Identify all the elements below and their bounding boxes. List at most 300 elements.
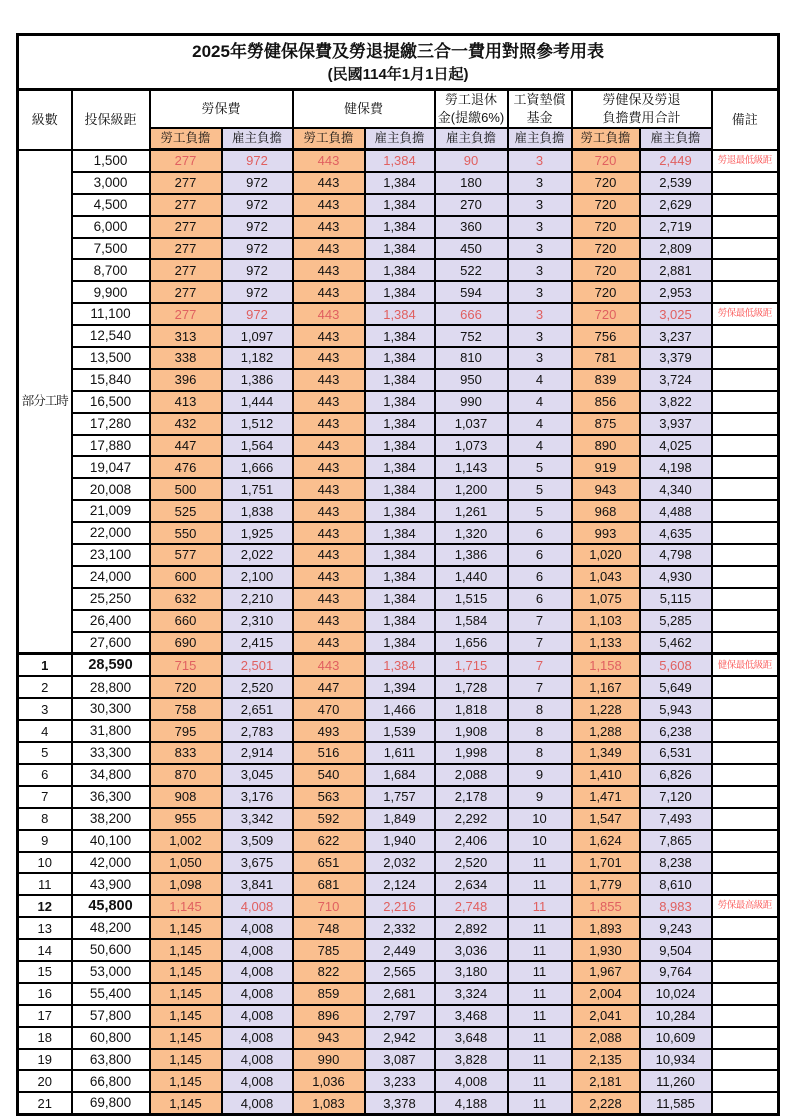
remark-cell (712, 172, 779, 194)
labor-insurance-employer-cell: 4,008 (222, 1092, 293, 1114)
health-insurance-employee-cell: 443 (293, 588, 365, 610)
bracket-cell: 16,500 (72, 391, 150, 413)
header-health-insurance: 健保費 (293, 90, 435, 129)
health-insurance-employee-cell: 470 (293, 698, 365, 720)
pension-employer-cell: 3,036 (435, 939, 508, 961)
bracket-cell: 9,900 (72, 281, 150, 303)
bracket-cell: 11,100 (72, 303, 150, 325)
health-insurance-employer-cell: 1,611 (365, 742, 435, 764)
health-insurance-employer-cell: 1,384 (365, 194, 435, 216)
health-insurance-employer-cell: 1,684 (365, 764, 435, 786)
bracket-cell: 22,000 (72, 522, 150, 544)
table-row (18, 413, 779, 435)
labor-insurance-employee-cell: 277 (150, 238, 222, 260)
total-employee-cell: 1,624 (572, 830, 640, 852)
labor-insurance-employer-cell: 2,100 (222, 566, 293, 588)
pension-employer-cell: 2,088 (435, 764, 508, 786)
part-time-section-label: 部分工時 (18, 150, 72, 654)
page-title: 2025年勞健保保費及勞退提繳三合一費用對照參考用表 (192, 42, 604, 62)
wage-fund-employer-cell: 8 (508, 720, 572, 742)
level-cell: 12 (18, 895, 72, 917)
pension-employer-cell: 2,292 (435, 808, 508, 830)
labor-insurance-employer-cell: 3,045 (222, 764, 293, 786)
premium-reference-table (16, 33, 780, 1116)
subheader-fund-employer: 雇主負擔 (508, 128, 572, 150)
total-employer-cell: 2,629 (640, 194, 712, 216)
pension-employer-cell: 3,648 (435, 1027, 508, 1049)
table-row (18, 917, 779, 939)
total-employer-cell: 11,260 (640, 1070, 712, 1092)
labor-insurance-employee-cell: 1,145 (150, 895, 222, 917)
health-insurance-employer-cell: 1,384 (365, 588, 435, 610)
total-employer-cell: 2,809 (640, 238, 712, 260)
wage-fund-employer-cell: 9 (508, 786, 572, 808)
remark-cell (712, 983, 779, 1005)
remark-cell (712, 259, 779, 281)
level-cell: 4 (18, 720, 72, 742)
wage-fund-employer-cell: 11 (508, 873, 572, 895)
labor-insurance-employee-cell: 432 (150, 413, 222, 435)
total-employer-cell: 2,539 (640, 172, 712, 194)
health-insurance-employer-cell: 2,332 (365, 917, 435, 939)
remark-cell (712, 676, 779, 698)
health-insurance-employer-cell: 2,797 (365, 1005, 435, 1027)
level-cell: 11 (18, 873, 72, 895)
table-row (18, 830, 779, 852)
total-employer-cell: 3,025 (640, 303, 712, 325)
table-row (18, 588, 779, 610)
labor-insurance-employee-cell: 277 (150, 281, 222, 303)
health-insurance-employee-cell: 493 (293, 720, 365, 742)
total-employer-cell: 2,881 (640, 259, 712, 281)
bracket-cell: 17,280 (72, 413, 150, 435)
total-employee-cell: 1,930 (572, 939, 640, 961)
wage-fund-employer-cell: 5 (508, 500, 572, 522)
bracket-cell: 23,100 (72, 544, 150, 566)
health-insurance-employee-cell: 443 (293, 478, 365, 500)
pension-employer-cell: 1,200 (435, 478, 508, 500)
labor-insurance-employee-cell: 1,050 (150, 852, 222, 874)
labor-insurance-employer-cell: 972 (222, 150, 293, 172)
table-row (18, 720, 779, 742)
bracket-cell: 28,590 (72, 654, 150, 676)
health-insurance-employer-cell: 1,384 (365, 413, 435, 435)
total-employee-cell: 1,133 (572, 632, 640, 654)
subheader-total-employer: 雇主負擔 (640, 128, 712, 150)
remark-cell (712, 764, 779, 786)
wage-fund-employer-cell: 4 (508, 369, 572, 391)
remark-cell (712, 720, 779, 742)
total-employee-cell: 720 (572, 150, 640, 172)
labor-insurance-employee-cell: 277 (150, 172, 222, 194)
table-row (18, 1005, 779, 1027)
bracket-cell: 34,800 (72, 764, 150, 786)
health-insurance-employer-cell: 2,449 (365, 939, 435, 961)
pension-employer-cell: 270 (435, 194, 508, 216)
total-employer-cell: 3,724 (640, 369, 712, 391)
pension-employer-cell: 950 (435, 369, 508, 391)
total-employer-cell: 10,609 (640, 1027, 712, 1049)
labor-insurance-employee-cell: 690 (150, 632, 222, 654)
pension-employer-cell: 1,261 (435, 500, 508, 522)
labor-insurance-employer-cell: 3,342 (222, 808, 293, 830)
pension-employer-cell: 450 (435, 238, 508, 260)
bracket-cell: 33,300 (72, 742, 150, 764)
total-employee-cell: 1,471 (572, 786, 640, 808)
total-employer-cell: 4,340 (640, 478, 712, 500)
labor-insurance-employer-cell: 2,914 (222, 742, 293, 764)
total-employer-cell: 5,285 (640, 610, 712, 632)
remark-cell: 健保最低級距 (712, 654, 779, 676)
total-employee-cell: 720 (572, 194, 640, 216)
bracket-cell: 45,800 (72, 895, 150, 917)
level-cell: 9 (18, 830, 72, 852)
subheader-health-employee: 勞工負擔 (293, 128, 365, 150)
table-row (18, 786, 779, 808)
health-insurance-employee-cell: 443 (293, 544, 365, 566)
health-insurance-employee-cell: 859 (293, 983, 365, 1005)
pension-employer-cell: 990 (435, 391, 508, 413)
total-employer-cell: 10,934 (640, 1049, 712, 1071)
wage-fund-employer-cell: 11 (508, 983, 572, 1005)
total-employer-cell: 6,826 (640, 764, 712, 786)
wage-fund-employer-cell: 11 (508, 1005, 572, 1027)
health-insurance-employee-cell: 592 (293, 808, 365, 830)
wage-fund-employer-cell: 6 (508, 566, 572, 588)
table-row (18, 676, 779, 698)
labor-insurance-employee-cell: 313 (150, 325, 222, 347)
labor-insurance-employer-cell: 1,386 (222, 369, 293, 391)
remark-cell (712, 1092, 779, 1114)
remark-cell (712, 632, 779, 654)
health-insurance-employer-cell: 1,757 (365, 786, 435, 808)
bracket-cell: 63,800 (72, 1049, 150, 1071)
wage-fund-employer-cell: 11 (508, 1027, 572, 1049)
remark-cell (712, 435, 779, 457)
remark-cell: 勞保最低級距 (712, 303, 779, 325)
level-cell: 16 (18, 983, 72, 1005)
total-employer-cell: 2,719 (640, 216, 712, 238)
total-employee-cell: 2,228 (572, 1092, 640, 1114)
health-insurance-employer-cell: 1,940 (365, 830, 435, 852)
total-employee-cell: 2,004 (572, 983, 640, 1005)
table-row (18, 610, 779, 632)
pension-employer-cell: 1,073 (435, 435, 508, 457)
health-insurance-employer-cell: 1,384 (365, 610, 435, 632)
health-insurance-employer-cell: 1,384 (365, 544, 435, 566)
labor-insurance-employer-cell: 1,097 (222, 325, 293, 347)
health-insurance-employee-cell: 990 (293, 1049, 365, 1071)
total-employer-cell: 6,238 (640, 720, 712, 742)
level-cell: 8 (18, 808, 72, 830)
health-insurance-employee-cell: 563 (293, 786, 365, 808)
bracket-cell: 20,008 (72, 478, 150, 500)
labor-insurance-employee-cell: 1,098 (150, 873, 222, 895)
labor-insurance-employer-cell: 4,008 (222, 895, 293, 917)
total-employer-cell: 5,943 (640, 698, 712, 720)
health-insurance-employee-cell: 443 (293, 456, 365, 478)
wage-fund-employer-cell: 11 (508, 961, 572, 983)
bracket-cell: 21,009 (72, 500, 150, 522)
labor-insurance-employee-cell: 720 (150, 676, 222, 698)
wage-fund-employer-cell: 3 (508, 303, 572, 325)
pension-employer-cell: 4,008 (435, 1070, 508, 1092)
remark-cell (712, 238, 779, 260)
bracket-cell: 42,000 (72, 852, 150, 874)
health-insurance-employer-cell: 1,384 (365, 172, 435, 194)
remark-cell (712, 281, 779, 303)
level-cell: 10 (18, 852, 72, 874)
labor-insurance-employer-cell: 3,509 (222, 830, 293, 852)
table-row (18, 895, 779, 917)
wage-fund-employer-cell: 3 (508, 172, 572, 194)
total-employee-cell: 919 (572, 456, 640, 478)
table-row (18, 961, 779, 983)
bracket-cell: 25,250 (72, 588, 150, 610)
total-employer-cell: 9,504 (640, 939, 712, 961)
bracket-cell: 12,540 (72, 325, 150, 347)
labor-insurance-employer-cell: 972 (222, 216, 293, 238)
bracket-cell: 26,400 (72, 610, 150, 632)
labor-insurance-employee-cell: 1,145 (150, 1092, 222, 1114)
pension-employer-cell: 2,178 (435, 786, 508, 808)
header-pension: 勞工退休 金(提繳6%) (435, 90, 508, 129)
table-row (18, 1070, 779, 1092)
total-employee-cell: 720 (572, 238, 640, 260)
total-employee-cell: 2,041 (572, 1005, 640, 1027)
labor-insurance-employer-cell: 4,008 (222, 1049, 293, 1071)
health-insurance-employee-cell: 516 (293, 742, 365, 764)
labor-insurance-employee-cell: 277 (150, 259, 222, 281)
health-insurance-employee-cell: 443 (293, 391, 365, 413)
table-row (18, 873, 779, 895)
remark-cell (712, 1070, 779, 1092)
total-employee-cell: 720 (572, 216, 640, 238)
total-employee-cell: 720 (572, 172, 640, 194)
health-insurance-employer-cell: 1,384 (365, 456, 435, 478)
health-insurance-employer-cell: 1,384 (365, 369, 435, 391)
wage-fund-employer-cell: 5 (508, 478, 572, 500)
level-cell: 13 (18, 917, 72, 939)
total-employee-cell: 1,043 (572, 566, 640, 588)
labor-insurance-employer-cell: 1,838 (222, 500, 293, 522)
wage-fund-employer-cell: 7 (508, 610, 572, 632)
table-row (18, 303, 779, 325)
bracket-cell: 31,800 (72, 720, 150, 742)
table-row (18, 1027, 779, 1049)
header-remark: 備註 (712, 90, 779, 150)
bracket-cell: 66,800 (72, 1070, 150, 1092)
pension-employer-cell: 1,584 (435, 610, 508, 632)
labor-insurance-employee-cell: 600 (150, 566, 222, 588)
subheader-health-employer: 雇主負擔 (365, 128, 435, 150)
labor-insurance-employee-cell: 338 (150, 347, 222, 369)
pension-employer-cell: 1,440 (435, 566, 508, 588)
labor-insurance-employer-cell: 1,444 (222, 391, 293, 413)
level-cell: 3 (18, 698, 72, 720)
level-cell: 1 (18, 654, 72, 676)
health-insurance-employer-cell: 1,384 (365, 654, 435, 676)
total-employee-cell: 943 (572, 478, 640, 500)
health-insurance-employee-cell: 443 (293, 413, 365, 435)
remark-cell (712, 588, 779, 610)
health-insurance-employer-cell: 1,384 (365, 522, 435, 544)
remark-cell: 勞保最高級距 (712, 895, 779, 917)
table-row (18, 742, 779, 764)
bracket-cell: 3,000 (72, 172, 150, 194)
total-employer-cell: 7,865 (640, 830, 712, 852)
total-employer-cell: 4,198 (640, 456, 712, 478)
health-insurance-employer-cell: 1,384 (365, 566, 435, 588)
remark-cell (712, 478, 779, 500)
remark-cell (712, 413, 779, 435)
labor-insurance-employee-cell: 277 (150, 303, 222, 325)
wage-fund-employer-cell: 6 (508, 588, 572, 610)
subheader-labor-employer: 雇主負擔 (222, 128, 293, 150)
table-row (18, 456, 779, 478)
table-row (18, 259, 779, 281)
total-employee-cell: 890 (572, 435, 640, 457)
labor-insurance-employer-cell: 1,666 (222, 456, 293, 478)
header-wage-fund: 工資墊償 基金 (508, 90, 572, 129)
bracket-cell: 8,700 (72, 259, 150, 281)
health-insurance-employee-cell: 443 (293, 500, 365, 522)
total-employee-cell: 720 (572, 259, 640, 281)
health-insurance-employer-cell: 3,378 (365, 1092, 435, 1114)
labor-insurance-employer-cell: 4,008 (222, 961, 293, 983)
remark-cell (712, 1005, 779, 1027)
level-cell: 14 (18, 939, 72, 961)
wage-fund-employer-cell: 11 (508, 1070, 572, 1092)
labor-insurance-employer-cell: 972 (222, 238, 293, 260)
bracket-cell: 55,400 (72, 983, 150, 1005)
table-row (18, 1092, 779, 1114)
bracket-cell: 57,800 (72, 1005, 150, 1027)
total-employee-cell: 1,075 (572, 588, 640, 610)
pension-employer-cell: 3,180 (435, 961, 508, 983)
total-employer-cell: 4,798 (640, 544, 712, 566)
labor-insurance-employee-cell: 870 (150, 764, 222, 786)
labor-insurance-employee-cell: 277 (150, 194, 222, 216)
labor-insurance-employee-cell: 1,145 (150, 1070, 222, 1092)
total-employee-cell: 968 (572, 500, 640, 522)
health-insurance-employee-cell: 710 (293, 895, 365, 917)
bracket-cell: 40,100 (72, 830, 150, 852)
total-employee-cell: 1,547 (572, 808, 640, 830)
health-insurance-employee-cell: 785 (293, 939, 365, 961)
wage-fund-employer-cell: 11 (508, 939, 572, 961)
wage-fund-employer-cell: 6 (508, 544, 572, 566)
wage-fund-employer-cell: 3 (508, 150, 572, 172)
labor-insurance-employee-cell: 632 (150, 588, 222, 610)
remark-cell (712, 544, 779, 566)
labor-insurance-employee-cell: 277 (150, 150, 222, 172)
labor-insurance-employee-cell: 396 (150, 369, 222, 391)
total-employee-cell: 1,855 (572, 895, 640, 917)
pension-employer-cell: 1,998 (435, 742, 508, 764)
bracket-cell: 27,600 (72, 632, 150, 654)
total-employer-cell: 5,608 (640, 654, 712, 676)
pension-employer-cell: 90 (435, 150, 508, 172)
total-employee-cell: 720 (572, 281, 640, 303)
wage-fund-employer-cell: 4 (508, 413, 572, 435)
table-row (18, 544, 779, 566)
health-insurance-employer-cell: 1,384 (365, 238, 435, 260)
health-insurance-employee-cell: 443 (293, 172, 365, 194)
health-insurance-employee-cell: 443 (293, 566, 365, 588)
total-employee-cell: 2,135 (572, 1049, 640, 1071)
health-insurance-employer-cell: 1,384 (365, 500, 435, 522)
table-row (18, 216, 779, 238)
wage-fund-employer-cell: 3 (508, 216, 572, 238)
health-insurance-employee-cell: 443 (293, 259, 365, 281)
labor-insurance-employer-cell: 972 (222, 259, 293, 281)
remark-cell (712, 610, 779, 632)
health-insurance-employee-cell: 443 (293, 522, 365, 544)
wage-fund-employer-cell: 4 (508, 435, 572, 457)
pension-employer-cell: 1,715 (435, 654, 508, 676)
total-employer-cell: 5,115 (640, 588, 712, 610)
labor-insurance-employee-cell: 1,145 (150, 1027, 222, 1049)
labor-insurance-employee-cell: 1,145 (150, 983, 222, 1005)
pension-employer-cell: 752 (435, 325, 508, 347)
labor-insurance-employee-cell: 1,002 (150, 830, 222, 852)
labor-insurance-employer-cell: 4,008 (222, 939, 293, 961)
level-cell: 21 (18, 1092, 72, 1114)
health-insurance-employee-cell: 443 (293, 194, 365, 216)
health-insurance-employer-cell: 1,539 (365, 720, 435, 742)
health-insurance-employer-cell: 1,384 (365, 216, 435, 238)
health-insurance-employer-cell: 1,384 (365, 632, 435, 654)
labor-insurance-employer-cell: 2,415 (222, 632, 293, 654)
page-subtitle: (民國114年1月1日起) (327, 65, 469, 83)
remark-cell (712, 216, 779, 238)
wage-fund-employer-cell: 8 (508, 742, 572, 764)
total-employer-cell: 7,120 (640, 786, 712, 808)
wage-fund-employer-cell: 3 (508, 259, 572, 281)
level-cell: 15 (18, 961, 72, 983)
table-row (18, 194, 779, 216)
total-employee-cell: 1,103 (572, 610, 640, 632)
remark-cell (712, 566, 779, 588)
remark-cell: 勞退最低級距 (712, 150, 779, 172)
pension-employer-cell: 360 (435, 216, 508, 238)
total-employee-cell: 856 (572, 391, 640, 413)
total-employee-cell: 781 (572, 347, 640, 369)
pension-employer-cell: 1,656 (435, 632, 508, 654)
level-cell: 6 (18, 764, 72, 786)
total-employer-cell: 8,983 (640, 895, 712, 917)
total-employee-cell: 839 (572, 369, 640, 391)
labor-insurance-employer-cell: 2,520 (222, 676, 293, 698)
bracket-cell: 13,500 (72, 347, 150, 369)
total-employee-cell: 1,779 (572, 873, 640, 895)
labor-insurance-employee-cell: 715 (150, 654, 222, 676)
table-row (18, 500, 779, 522)
subheader-total-employee: 勞工負擔 (572, 128, 640, 150)
total-employer-cell: 3,237 (640, 325, 712, 347)
remark-cell (712, 830, 779, 852)
bracket-cell: 15,840 (72, 369, 150, 391)
total-employer-cell: 11,585 (640, 1092, 712, 1114)
total-employee-cell: 756 (572, 325, 640, 347)
health-insurance-employer-cell: 2,216 (365, 895, 435, 917)
labor-insurance-employee-cell: 500 (150, 478, 222, 500)
bracket-cell: 69,800 (72, 1092, 150, 1114)
header-level: 級數 (18, 90, 72, 150)
health-insurance-employer-cell: 1,384 (365, 435, 435, 457)
wage-fund-employer-cell: 7 (508, 654, 572, 676)
